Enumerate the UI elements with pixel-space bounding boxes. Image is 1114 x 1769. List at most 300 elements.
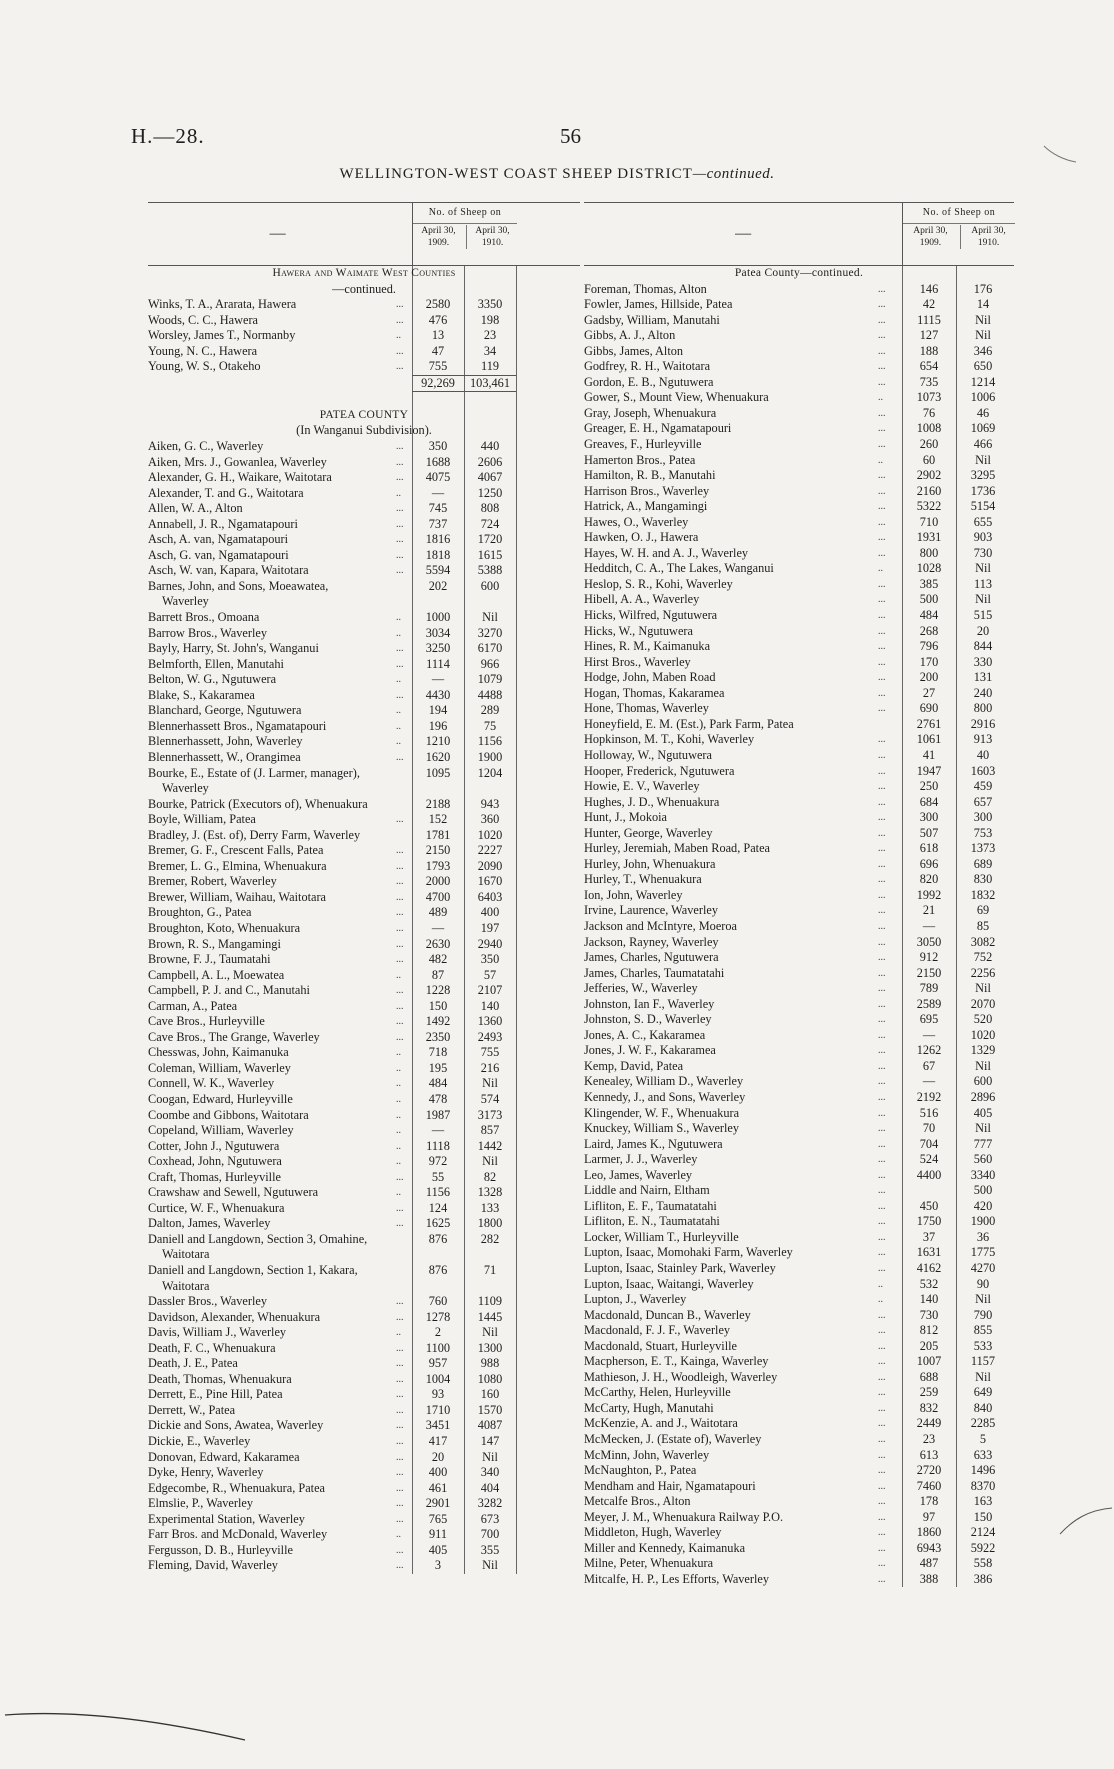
owner-name: Liddle and Nairn, Eltham <box>584 1183 710 1198</box>
page-number: 56 <box>560 124 581 148</box>
owner-name: Cave Bros., Hurleyville <box>148 1014 265 1029</box>
sheep-count-1910: 840 <box>973 1400 993 1415</box>
owner-name: Laird, James K., Ngutuwera <box>584 1136 723 1151</box>
sheep-count-1910: 1615 <box>477 547 503 562</box>
table-row <box>584 1261 1014 1277</box>
table-row <box>148 1014 580 1030</box>
table-row <box>148 1527 580 1543</box>
sheep-count-1909: 1000 <box>425 610 451 625</box>
leader-dots: ... <box>396 1436 404 1448</box>
table-row <box>148 1512 580 1528</box>
sheep-count-1910: 2285 <box>970 1416 996 1431</box>
leader-dots: ... <box>878 625 886 637</box>
sheep-count-1909: 1008 <box>916 421 942 436</box>
leader-dots: .. <box>396 674 401 686</box>
sheep-count-1910: 160 <box>480 1387 500 1402</box>
sheep-count-1910: 657 <box>973 794 993 809</box>
sheep-count-1910: 1603 <box>970 763 996 778</box>
table-row <box>584 592 1014 608</box>
leader-dots: .. <box>878 392 883 404</box>
leader-dots: ... <box>878 1029 886 1041</box>
sheep-count-1910: 500 <box>973 1183 993 1198</box>
name-column-header: — <box>269 225 286 242</box>
leader-dots: ... <box>396 1202 404 1214</box>
table-row <box>584 639 1014 655</box>
table-row <box>148 486 580 502</box>
sheep-count-1910: 40 <box>976 747 990 762</box>
table-row <box>148 921 580 937</box>
owner-name: Davis, William J., Waverley <box>148 1325 287 1340</box>
sheep-count-1909: 178 <box>919 1494 939 1509</box>
leader-dots: ... <box>396 845 404 857</box>
sheep-count-1909: 55 <box>431 1169 445 1184</box>
section-subheading <box>148 282 580 298</box>
sheep-count-1909: 1818 <box>425 547 451 562</box>
leader-dots: ... <box>878 1154 886 1166</box>
table-row <box>584 1479 1014 1495</box>
table-row <box>584 748 1014 764</box>
leader-dots: ... <box>396 1218 404 1230</box>
table-row <box>584 499 1014 515</box>
owner-name: Jones, A. C., Kakaramea <box>584 1027 706 1042</box>
owner-name: James, Charles, Ngutuwera <box>584 950 719 965</box>
table-row <box>584 903 1014 919</box>
sheep-count-1909: 735 <box>919 374 939 389</box>
owner-name: Annabell, J. R., Ngamatapouri <box>148 516 298 531</box>
leader-dots: ... <box>878 1123 886 1135</box>
sheep-count-1910: 1300 <box>477 1340 503 1355</box>
sheep-count-1909: 1278 <box>425 1309 451 1324</box>
table-row <box>584 530 1014 546</box>
sheep-count-1910: Nil <box>975 981 991 996</box>
owner-name: Fowler, James, Hillside, Patea <box>584 297 733 312</box>
owner-name: Elmslie, P., Waverley <box>148 1496 253 1511</box>
owner-name: Daniell and Langdown, Section 1, Kakara, <box>148 1263 358 1277</box>
sheep-count-1909: 1781 <box>425 827 451 842</box>
sheep-count-1909: 268 <box>919 623 939 638</box>
leader-dots: .. <box>396 1156 401 1168</box>
table-row <box>148 1496 580 1512</box>
table-row <box>148 297 580 313</box>
sheep-count-1909: 613 <box>919 1447 939 1462</box>
owner-name: Lupton, Isaac, Waitangi, Waverley <box>584 1276 754 1291</box>
sheep-count-1909: — <box>431 672 445 687</box>
sheep-count-1909: 4400 <box>916 1167 942 1182</box>
sheep-count-1910: 34 <box>483 343 497 358</box>
sheep-count-1910: 1328 <box>477 1185 503 1200</box>
sheep-count-1909: 188 <box>919 343 939 358</box>
table-row <box>148 672 580 688</box>
table-row <box>584 857 1014 873</box>
col-1909-header: April 30, 1909. <box>421 226 456 248</box>
sheep-count-1910: 1214 <box>970 374 996 389</box>
sheep-count-1910: 2090 <box>477 858 503 873</box>
sheep-count-group-title: No. of Sheep on <box>413 203 517 224</box>
owner-name: Greager, E. H., Ngamatapouri <box>584 421 732 436</box>
table-row <box>584 1401 1014 1417</box>
sheep-count-1909: 796 <box>919 639 939 654</box>
sheep-count-1910: 440 <box>480 439 500 454</box>
leader-dots: .. <box>396 705 401 717</box>
owner-name: Honeyfield, E. M. (Est.), Park Farm, Patea <box>584 716 794 731</box>
sheep-count-1909: 500 <box>919 592 939 607</box>
table-row <box>584 515 1014 531</box>
sheep-count-1910: 560 <box>973 1152 993 1167</box>
table-row <box>148 657 580 673</box>
table-row <box>584 950 1014 966</box>
table-row <box>584 1137 1014 1153</box>
owner-name: Ion, John, Waverley <box>584 887 683 902</box>
owner-name: Holloway, W., Ngutuwera <box>584 747 712 762</box>
col-1910-header: April 30, 1910. <box>960 225 1016 249</box>
owner-name: Barrow Bros., Waverley <box>148 625 267 640</box>
leader-dots: ... <box>878 812 886 824</box>
owner-name: Hamilton, R. B., Manutahi <box>584 468 716 483</box>
sheep-count-1910: 724 <box>480 516 500 531</box>
table-row <box>584 344 1014 360</box>
sheep-count-1910: 1570 <box>477 1402 503 1417</box>
leader-dots: ... <box>396 860 404 872</box>
table-row <box>584 732 1014 748</box>
owner-name: Aiken, Mrs. J., Gowanlea, Waverley <box>148 454 327 469</box>
leader-dots: .. <box>878 454 883 466</box>
leader-dots: .. <box>396 612 401 624</box>
table-row <box>148 952 580 968</box>
leader-dots: ... <box>396 1467 404 1479</box>
owner-name: Heslop, S. R., Kohi, Waverley <box>584 576 733 591</box>
sheep-count-1910: 1720 <box>477 532 503 547</box>
owner-name: Meyer, J. M., Whenuakura Railway P.O. <box>584 1509 784 1524</box>
owner-name: Dyke, Henry, Waverley <box>148 1465 264 1480</box>
sheep-count-1910: 1445 <box>477 1309 503 1324</box>
owner-name: Hatrick, A., Mangamingi <box>584 499 708 514</box>
page-title-suffix: —continued. <box>692 166 775 182</box>
leader-dots: ... <box>396 456 404 468</box>
sheep-count-1910: 350 <box>480 952 500 967</box>
table-row <box>148 563 580 579</box>
section-heading <box>148 266 580 282</box>
table-row <box>584 453 1014 469</box>
owner-name: Belmforth, Ellen, Manutahi <box>148 656 284 671</box>
leader-dots: ... <box>396 658 404 670</box>
leader-dots: ... <box>878 361 886 373</box>
sheep-count-1909: 1028 <box>916 561 942 576</box>
leader-dots: ... <box>396 985 404 997</box>
owner-name: —continued. <box>332 281 396 296</box>
sheep-count-1909: 195 <box>428 1060 448 1075</box>
table-row <box>584 841 1014 857</box>
sheep-count-1910: 5154 <box>970 499 996 514</box>
sheep-count-1909: 300 <box>919 810 939 825</box>
table-row <box>584 1339 1014 1355</box>
sheep-count-1910: 360 <box>480 812 500 827</box>
owner-name: Belton, W. G., Ngutuwera <box>148 672 277 687</box>
table-row <box>584 686 1014 702</box>
sheep-count-1909: 3050 <box>916 934 942 949</box>
leader-dots: ... <box>878 1216 886 1228</box>
sheep-count-1910: 1800 <box>477 1216 503 1231</box>
owner-name: McMecken, J. (Estate of), Waverley <box>584 1432 762 1447</box>
sheep-count-header <box>412 203 517 265</box>
leader-dots: ... <box>878 889 886 901</box>
sheep-count-1909: 27 <box>922 685 936 700</box>
sheep-count-1909: 2 <box>434 1325 442 1340</box>
sheep-count-1910: 4067 <box>477 470 503 485</box>
sheep-count-1909: 516 <box>919 1105 939 1120</box>
leader-dots: ... <box>878 1263 886 1274</box>
leader-dots: ... <box>396 534 404 546</box>
sheep-count-1910: 4087 <box>477 1418 503 1433</box>
leader-dots: ... <box>396 1451 404 1463</box>
sheep-count-1909: 1631 <box>916 1245 942 1260</box>
sheep-count-1909: 718 <box>428 1045 448 1060</box>
sheep-count-1909: 205 <box>919 1338 939 1353</box>
leader-dots: ... <box>878 345 886 357</box>
sheep-count-1910: 3340 <box>970 1167 996 1182</box>
sheep-count-1909: 2192 <box>916 1089 942 1104</box>
sheep-count-1910: 800 <box>973 701 993 716</box>
sheep-count-1910: 1069 <box>970 421 996 436</box>
owner-name: Gray, Joseph, Whenuakura <box>584 405 717 420</box>
owner-name: Coombe and Gibbons, Waitotara <box>148 1107 309 1122</box>
right-table-body <box>584 266 1014 1587</box>
sheep-count-1910: 1496 <box>970 1463 996 1478</box>
owner-name: Brown, R. S., Mangamingi <box>148 936 281 951</box>
owner-name: Johnston, S. D., Waverley <box>584 1012 712 1027</box>
sheep-count-1909: 972 <box>428 1154 448 1169</box>
sheep-count-1910: 655 <box>973 514 993 529</box>
sheep-count-1910: 988 <box>480 1356 500 1371</box>
leader-dots: ... <box>878 1014 886 1026</box>
owner-name: Derrett, E., Pine Hill, Patea <box>148 1387 283 1402</box>
leader-dots: ... <box>396 549 404 561</box>
sheep-count-1910: 673 <box>480 1511 500 1526</box>
owner-name: Fergusson, D. B., Hurleyville <box>148 1542 293 1557</box>
sheep-count-1910: 753 <box>973 825 993 840</box>
sheep-count-1910: 857 <box>480 1123 500 1138</box>
sheep-count-1910: 3270 <box>477 625 503 640</box>
sheep-count-1909: — <box>431 485 445 500</box>
owner-name: Jefferies, W., Waverley <box>584 981 698 996</box>
table-row <box>584 561 1014 577</box>
table-row <box>584 375 1014 391</box>
sheep-count-1910: 405 <box>973 1105 993 1120</box>
sheep-count-1909: 4700 <box>425 889 451 904</box>
table-row <box>148 719 580 735</box>
page-title <box>0 166 1114 183</box>
sheep-count-1910: 90 <box>976 1276 990 1291</box>
table-row <box>148 1465 580 1481</box>
sheep-count-1910: 533 <box>973 1338 993 1353</box>
owner-name: Winks, T. A., Ararata, Hawera <box>148 297 297 312</box>
sheep-count-1909: 696 <box>919 856 939 871</box>
table-row <box>584 1214 1014 1230</box>
table-row <box>148 610 580 626</box>
sheep-count-1910: 2227 <box>477 843 503 858</box>
sheep-count-1910: 1006 <box>970 390 996 405</box>
leader-dots: .. <box>396 627 401 639</box>
sheep-count-1909: 76 <box>922 405 936 420</box>
leader-dots: ... <box>396 689 404 701</box>
table-row <box>584 1510 1014 1526</box>
sheep-count-1909: 1007 <box>916 1354 942 1369</box>
owner-name: Worsley, James T., Normanby <box>148 328 296 343</box>
sheep-count-1910: 131 <box>973 670 993 685</box>
sheep-count-1909: 3034 <box>425 625 451 640</box>
table-row <box>148 1123 580 1139</box>
owner-name: Alexander, G. H., Waikare, Waitotara <box>148 470 332 485</box>
table-row <box>148 1372 580 1388</box>
leader-dots: ... <box>396 565 404 577</box>
sheep-count-1909: 476 <box>428 312 448 327</box>
table-row <box>148 905 580 921</box>
sheep-count-header <box>902 203 1015 265</box>
owner-name: McCarthy, Helen, Hurleyville <box>584 1385 731 1400</box>
sheep-count-1909: 194 <box>428 703 448 718</box>
table-row <box>584 624 1014 640</box>
leader-dots: ... <box>878 781 886 793</box>
sheep-count-1909: 2188 <box>425 796 451 811</box>
sheep-count-1910: 689 <box>973 856 993 871</box>
table-row <box>584 1074 1014 1090</box>
sheep-count-1909: 876 <box>428 1231 448 1246</box>
sheep-count-1910: 6170 <box>477 641 503 656</box>
owner-name: McKenzie, A. and J., Waitotara <box>584 1416 738 1431</box>
table-row <box>148 1061 580 1077</box>
sheep-count-1909: 47 <box>431 343 445 358</box>
owner-name: Middleton, Hugh, Waverley <box>584 1525 722 1540</box>
leader-dots: .. <box>878 1278 883 1290</box>
table-row <box>584 1292 1014 1308</box>
leader-dots: ... <box>396 441 404 453</box>
table-row <box>584 390 1014 406</box>
sheep-count-1910: 1832 <box>970 887 996 902</box>
page-title-main: WELLINGTON-WEST COAST SHEEP DISTRICT <box>339 166 693 182</box>
owner-name: Gordon, E. B., Ngutuwera <box>584 374 714 389</box>
owner-name: Hedditch, C. A., The Lakes, Wanganui <box>584 561 774 576</box>
leader-dots: ... <box>396 1171 404 1183</box>
leader-dots: ... <box>878 796 886 808</box>
owner-name: Greaves, F., Hurleyville <box>584 437 702 452</box>
owner-name: Brewer, William, Waihau, Waitotara <box>148 889 327 904</box>
sheep-count-1909: 259 <box>919 1385 939 1400</box>
owner-name: (In Wanganui Subdivision). <box>296 423 432 438</box>
sheep-count-1910: Nil <box>975 312 991 327</box>
owner-name: Hughes, J. D., Whenuakura <box>584 794 720 809</box>
sheep-count-1910: 1775 <box>970 1245 996 1260</box>
section-title: PATEA COUNTY <box>319 408 409 421</box>
leader-dots: ... <box>878 1231 886 1243</box>
table-row <box>584 484 1014 500</box>
leader-dots: ... <box>878 656 886 668</box>
sheep-count-1909: 532 <box>919 1276 939 1291</box>
sheep-count-1910: 752 <box>973 950 993 965</box>
sheep-count-1910: 404 <box>480 1480 500 1495</box>
sheep-count-1909: 1095 <box>425 765 451 780</box>
table-row <box>584 701 1014 717</box>
leader-dots: ... <box>878 470 886 482</box>
leader-dots: ... <box>878 858 886 870</box>
owner-name: Crawshaw and Sewell, Ngutuwera <box>148 1185 319 1200</box>
table-row <box>148 1232 580 1248</box>
sheep-count-1909: 1688 <box>425 454 451 469</box>
sheep-count-1909: 2630 <box>425 936 451 951</box>
owner-name: Macpherson, E. T., Kainga, Waverley <box>584 1354 769 1369</box>
owner-name: Macdonald, Stuart, Hurleyville <box>584 1338 737 1353</box>
owner-name: Campbell, P. J. and C., Manutahi <box>148 983 310 998</box>
owner-name: Lifliton, E. F., Taumatatahi <box>584 1198 717 1213</box>
sheep-count-1910: 3295 <box>970 468 996 483</box>
owner-name: Blennerhassett, John, Waverley <box>148 734 303 749</box>
sheep-count-1909: 150 <box>428 998 448 1013</box>
leader-dots: ... <box>878 1169 886 1181</box>
sheep-count-1909: 765 <box>428 1511 448 1526</box>
table-row <box>148 594 580 610</box>
sheep-count-1910: Nil <box>975 1369 991 1384</box>
sheep-count-1909: 388 <box>919 1571 939 1586</box>
sheep-count-1909: 2589 <box>916 996 942 1011</box>
leader-dots: ... <box>878 532 886 544</box>
sheep-count-1909: 755 <box>428 359 448 374</box>
sheep-count-1910: Nil <box>975 452 991 467</box>
table-row <box>584 966 1014 982</box>
leader-dots: ... <box>878 547 886 559</box>
leader-dots: ... <box>396 1389 404 1401</box>
leader-dots: ... <box>396 938 404 950</box>
owner-name: McCarty, Hugh, Manutahi <box>584 1400 714 1415</box>
sheep-count-1909: 911 <box>429 1527 447 1542</box>
leader-dots: ... <box>396 1560 404 1572</box>
leader-dots: .. <box>396 736 401 748</box>
table-row <box>148 392 580 408</box>
leader-dots: ... <box>878 983 886 995</box>
sheep-count-1910: 1157 <box>970 1354 996 1369</box>
sheep-count-1909: 2580 <box>425 297 451 312</box>
sheep-count-1909: 789 <box>919 981 939 996</box>
leader-dots: ... <box>878 1200 886 1212</box>
leader-dots: ... <box>396 954 404 966</box>
sheep-count-1909: 127 <box>919 328 939 343</box>
sheep-count-1909: 1156 <box>425 1185 451 1200</box>
sheep-count-1910: 346 <box>973 343 993 358</box>
sheep-count-1909: 3 <box>434 1558 442 1573</box>
sheep-count-1910: 2896 <box>970 1089 996 1104</box>
sheep-count-1909: 1262 <box>916 1043 942 1058</box>
owner-name: Lifliton, E. N., Taumatatahi <box>584 1214 720 1229</box>
sheep-count-1910: 2070 <box>970 996 996 1011</box>
sheep-count-1909: 97 <box>922 1509 936 1524</box>
sheep-count-1909: 1115 <box>917 312 941 327</box>
sheep-count-1909: 400 <box>428 1465 448 1480</box>
table-row <box>584 1463 1014 1479</box>
owner-name: Miller and Kennedy, Kaimanuka <box>584 1540 746 1555</box>
col-1910-header: April 30, 1910. <box>466 225 518 249</box>
sheep-count-1909: 2350 <box>425 1029 451 1044</box>
leader-dots: ... <box>878 1418 886 1430</box>
sheep-count-1910: 1329 <box>970 1043 996 1058</box>
sheep-count-1910: 1736 <box>970 483 996 498</box>
sheep-count-1909: 1114 <box>426 656 450 671</box>
sheep-count-1909: 2449 <box>916 1416 942 1431</box>
owner-name: Howie, E. V., Waverley <box>584 779 700 794</box>
sheep-count-1909: 2720 <box>916 1463 942 1478</box>
col-1909-header: April 30, 1909. <box>913 226 948 248</box>
owner-name: Jackson and McIntyre, Moeroa <box>584 918 737 933</box>
table-row <box>584 1370 1014 1386</box>
sheep-count-1909: 196 <box>428 718 448 733</box>
sheep-count-1909: 152 <box>428 812 448 827</box>
leader-dots: ... <box>396 1031 404 1043</box>
